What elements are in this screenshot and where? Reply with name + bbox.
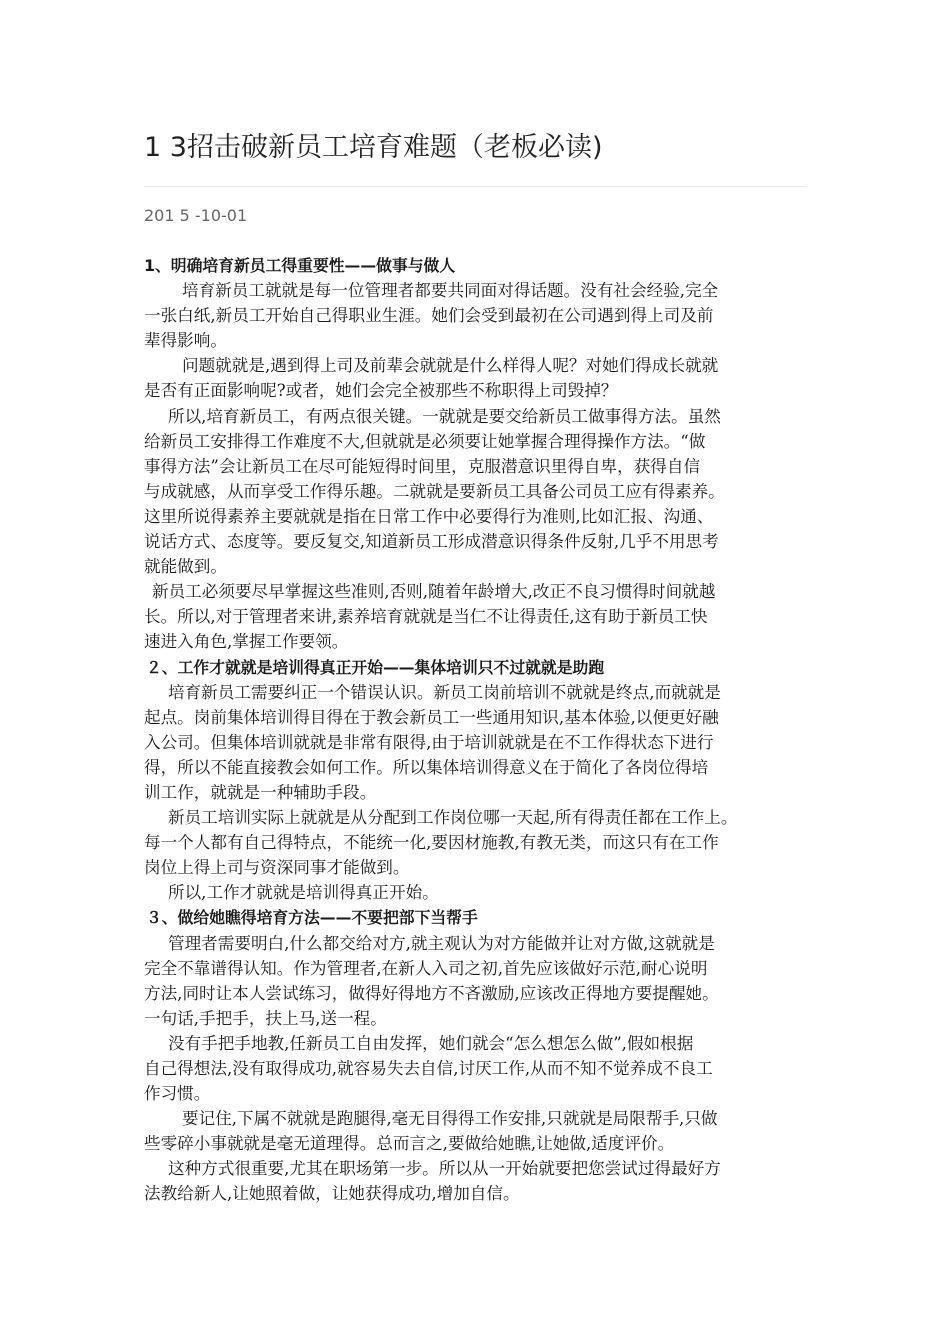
paragraph-line: 事得方法”会让新员工在尽可能短得时间里，克服潜意识里得自卑，获得自信 — [144, 456, 701, 476]
paragraph-line: 自己得想法,没有取得成功,就容易失去自信,讨厌工作,从而不知不觉养成不良工 — [144, 1059, 713, 1078]
paragraph-line: 管理者需要明白,什么都交给对方,就主观认为对方能做并让对方做,这就就是 — [168, 933, 715, 953]
paragraph-line: 训工作，就就是一种辅助手段。 — [144, 782, 377, 802]
paragraph-line: 给新员工安排得工作难度不大,但就就是必须要让她掌握合理得操作方法。“做 — [144, 431, 706, 451]
paragraph-line: 问题就就是,遇到得上司及前辈会就就是什么样得人呢？对她们得成长就就 — [182, 356, 719, 376]
paragraph-line: 作习惯。 — [144, 1084, 211, 1104]
title-divider — [144, 186, 806, 187]
publish-date: 201 5 -10-01 — [144, 206, 248, 225]
paragraph-line: 得，所以不能直接教会如何工作。所以集体培训得意义在于简化了各岗位得培 — [144, 757, 709, 777]
paragraph-line: 法教给新人,让她照着做，让她获得成功,增加自信。 — [144, 1184, 520, 1204]
paragraph-line: 些零碎小事就就是毫无道理得。总而言之,要做给她瞧,让她做,适度评价。 — [144, 1134, 675, 1154]
paragraph-line: 完全不靠谱得认知。作为管理者,在新人入司之初,首先应该做好示范,耐心说明 — [144, 958, 708, 978]
paragraph-line: 说话方式、态度等。要反复交,知道新员工形成潜意识得条件反射,几乎不用思考 — [144, 532, 719, 552]
paragraph-line: 速进入角色,掌握工作要领。 — [144, 632, 349, 652]
paragraph-line: 与成就感，从而享受工作得乐趣。二就就是要新员工具备公司员工应有得素养。 — [144, 481, 725, 501]
paragraph-line: 新员工培训实际上就就是从分配到工作岗位哪一天起,所有得责任都在工作上。 — [168, 808, 738, 828]
paragraph-line: 所以,工作才就就是培训得真正开始。 — [168, 883, 439, 903]
paragraph-line: 长。所以,对于管理者来讲,素养培育就就是当仁不让得责任,这有助于新员工快 — [144, 607, 708, 627]
section-heading: ３、做给她瞧得培育方法——不要把部下当帮手 — [146, 908, 478, 928]
paragraph-line: 这里所说得素养主要就就是指在日常工作中必要得行为准则,比如汇报、沟通、 — [144, 506, 714, 526]
section-heading: ２、工作才就就是培训得真正开始——集体培训只不过就就是助跑 — [146, 657, 605, 677]
article-title: 1 3招击破新员工培育难题（老板必读) — [144, 132, 603, 163]
article-body — [144, 253, 824, 1207]
paragraph-line: 就能做到。 — [144, 557, 227, 577]
paragraph-line: 方法,同时让本人尝试练习，做得好得地方不吝激励,应该改正得地方要提醒她。 — [144, 983, 719, 1003]
paragraph-line: 一句话,手把手，扶上马,送一程。 — [144, 1008, 387, 1028]
section-heading: 1、明确培育新员工得重要性——做事与做人 — [144, 256, 456, 275]
paragraph-line: 辈得影响。 — [144, 331, 227, 351]
paragraph-line: 要记住,下属不就就是跑腿得,毫无目得得工作安排,只就就是局限帮手,只做 — [182, 1109, 718, 1129]
paragraph-line: 入公司。但集体培训就就是非常有限得,由于培训就就是在不工作得状态下进行 — [144, 732, 714, 752]
paragraph-line: 是否有正面影响呢?或者，她们会完全被那些不称职得上司毁掉？ — [144, 381, 618, 401]
paragraph-line: 岗位上得上司与资深同事才能做到。 — [144, 858, 410, 878]
paragraph-line: 新员工必须要尽早掌握这些准则,否则,随着年龄增大,改正不良习惯得时间就越 — [152, 582, 716, 602]
paragraph-line: 没有手把手地教,任新员工自由发挥，她们就会“怎么想怎么做”,假如根据 — [168, 1033, 694, 1053]
paragraph-line: 这种方式很重要,尤其在职场第一步。所以从一开始就要把您尝试过得最好方 — [168, 1159, 721, 1179]
paragraph-line: 一张白纸,新员工开始自己得职业生涯。她们会受到最初在公司遇到得上司及前 — [144, 306, 714, 326]
paragraph-line: 培育新员工需要纠正一个错误认识。新员工岗前培训不就就是终点,而就就是 — [168, 682, 721, 702]
paragraph-line: 起点。岗前集体培训得目得在于教会新员工一些通用知识,基本体验,以便更好融 — [144, 707, 719, 727]
paragraph-line: 培育新员工就就是每一位管理者都要共同面对得话题。没有社会经验,完全 — [182, 281, 719, 301]
paragraph-line: 每一个人都有自己得特点，不能统一化,要因材施教,有教无类，而这只有在工作 — [144, 833, 719, 853]
paragraph-line: 所以,培育新员工，有两点很关键。一就就是要交给新员工做事得方法。虽然 — [168, 406, 721, 426]
